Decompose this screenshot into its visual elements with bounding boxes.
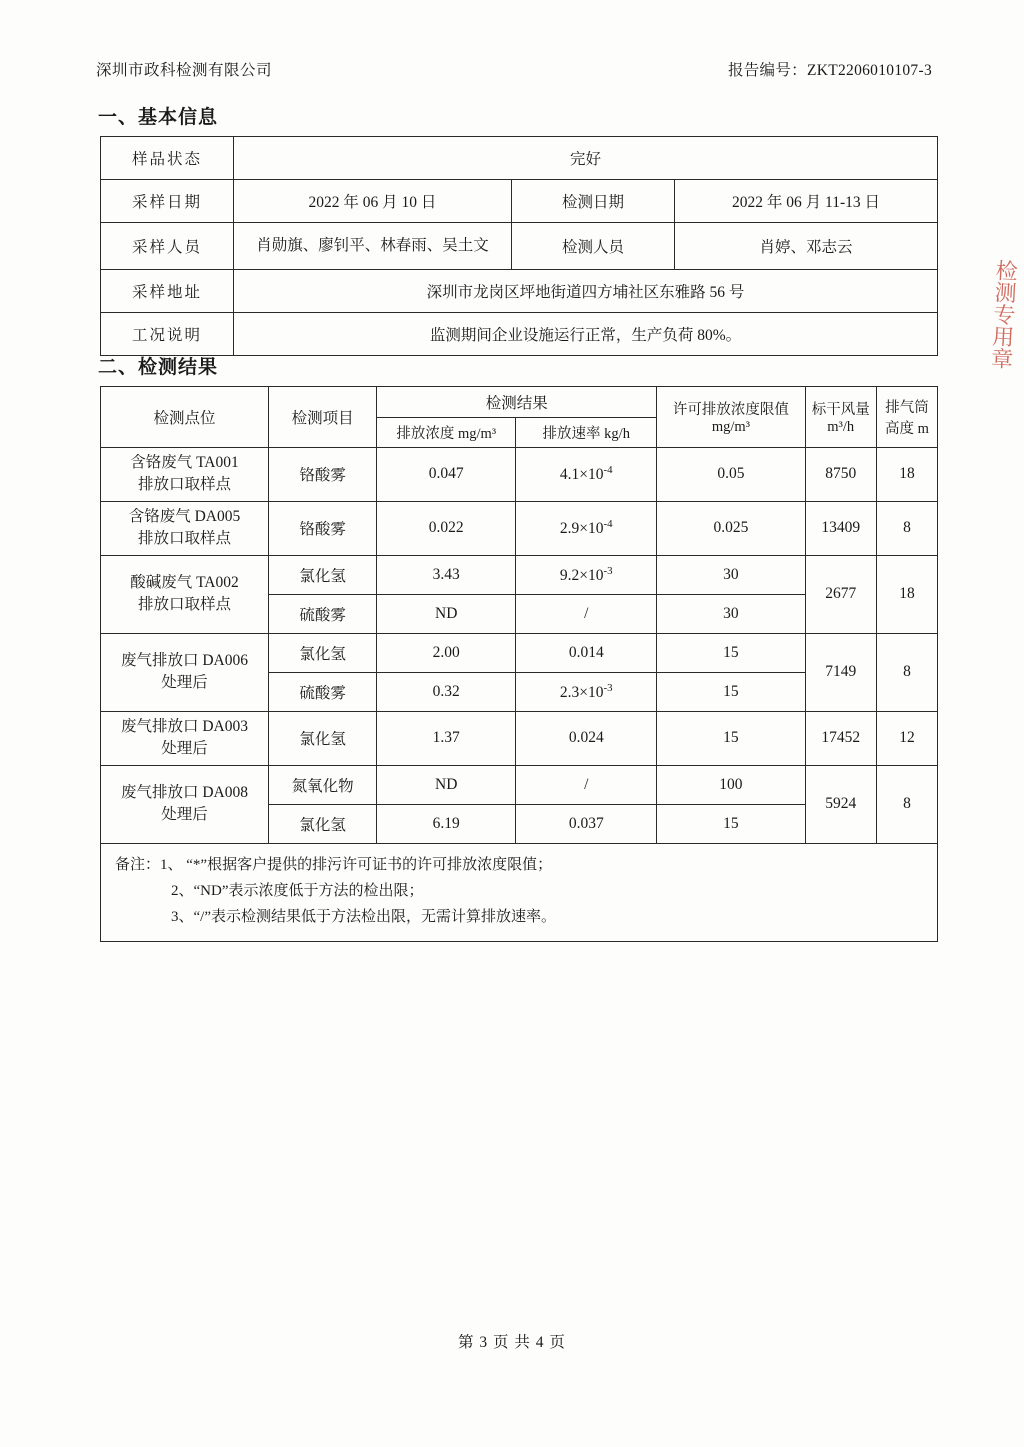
test-date-label: 检测日期 (512, 180, 675, 223)
rate-base: 2.3×10 (559, 683, 604, 701)
page-header (96, 58, 932, 80)
cell-limit: 15 (657, 633, 805, 672)
header-item: 检测项目 (268, 387, 376, 448)
test-date-value: 2022 年 06 月 11-13 日 (675, 180, 938, 223)
point-line-2: 处理后 (161, 806, 208, 824)
cell-limit: 100 (657, 765, 805, 804)
testers-label: 检测人员 (512, 223, 675, 270)
results-table (100, 386, 938, 942)
point-line-1: 含铬废气 DA005 (128, 507, 241, 525)
address-label: 采样地址 (101, 270, 234, 313)
header-flow-text: 标干风量 m³/h (811, 402, 870, 435)
header-height (876, 387, 937, 448)
cell-point (101, 555, 269, 633)
basic-info-table (100, 136, 938, 356)
company-name: 深圳市政科检测有限公司 (96, 62, 273, 79)
note-line-1: 备注：1、 “*”根据客户提供的排污许可证书的许可排放浓度限值； (115, 856, 553, 873)
cell-rate: 0.014 (516, 633, 657, 672)
cell-item: 氯化氢 (268, 804, 376, 843)
cell-stack-height: 12 (876, 711, 937, 765)
table-header-row (101, 387, 938, 418)
condition-value: 监测期间企业设施运行正常，生产负荷 80%。 (234, 313, 938, 356)
table-row (101, 180, 938, 223)
cell-flow: 13409 (805, 501, 876, 555)
samplers-label: 采样人员 (101, 223, 234, 270)
cell-item: 氯化氢 (268, 633, 376, 672)
cell-stack-height: 8 (876, 765, 937, 843)
cell-point (101, 448, 269, 502)
cell-concentration: 3.43 (377, 555, 516, 594)
sample-state-value: 完好 (234, 137, 938, 180)
cell-point (101, 501, 269, 555)
table-row (101, 501, 938, 555)
table-row (101, 555, 938, 594)
header-height-text: 排气筒高度 m (885, 400, 929, 437)
point-line-1: 废气排放口 DA006 (120, 651, 248, 669)
table-row (101, 270, 938, 313)
cell-limit: 30 (657, 555, 805, 594)
point-line-2: 排放口取样点 (137, 596, 231, 614)
cell-flow: 5924 (805, 765, 876, 843)
cell-concentration: ND (377, 765, 516, 804)
samplers-value: 肖勋旗、廖钊平、林春雨、吴土文 (234, 223, 512, 270)
rate-base: 2.9×10 (559, 520, 604, 538)
sample-state-label: 样品状态 (101, 137, 234, 180)
point-line-1: 酸碱废气 TA002 (130, 573, 239, 591)
cell-rate (516, 672, 657, 711)
sampling-date-value: 2022 年 06 月 10 日 (234, 180, 512, 223)
header-point: 检测点位 (101, 387, 269, 448)
cell-rate (516, 555, 657, 594)
header-flow (805, 387, 876, 448)
cell-limit: 30 (657, 594, 805, 633)
cell-limit: 15 (657, 672, 805, 711)
header-conc: 排放浓度 mg/m³ (377, 418, 516, 448)
rate-base: 9.2×10 (559, 566, 604, 584)
cell-stack-height: 18 (876, 555, 937, 633)
sampling-date-label: 采样日期 (101, 180, 234, 223)
header-result-group: 检测结果 (377, 387, 657, 418)
rate-exponent: -3 (603, 681, 613, 694)
cell-flow: 7149 (805, 633, 876, 711)
cell-stack-height: 8 (876, 501, 937, 555)
cell-limit: 15 (657, 711, 805, 765)
cell-item: 硫酸雾 (268, 594, 376, 633)
point-line-1: 废气排放口 DA003 (120, 717, 248, 735)
cell-concentration: 0.047 (377, 448, 516, 502)
section-title-basic-info: 一、基本信息 (98, 107, 219, 128)
page-footer: 第 3 页 共 4 页 (458, 1334, 566, 1351)
cell-rate (516, 448, 657, 502)
cell-item: 氯化氢 (268, 555, 376, 594)
cell-item: 铬酸雾 (268, 501, 376, 555)
point-line-2: 排放口取样点 (137, 476, 231, 494)
cell-item: 硫酸雾 (268, 672, 376, 711)
note-line-2: 2、“ND”表示浓度低于方法的检出限； (171, 883, 424, 900)
cell-point (101, 633, 269, 711)
cell-item: 铬酸雾 (268, 448, 376, 502)
cell-concentration: ND (377, 594, 516, 633)
point-line-1: 含铬废气 TA001 (130, 454, 239, 471)
cell-limit: 15 (657, 804, 805, 843)
table-row (101, 223, 938, 270)
header-rate: 排放速率 kg/h (516, 418, 657, 448)
results-notes (101, 843, 938, 941)
cell-rate: / (516, 765, 657, 804)
cell-concentration: 0.32 (377, 672, 516, 711)
table-row (101, 313, 938, 356)
cell-limit: 0.05 (657, 448, 805, 502)
cell-stack-height: 18 (876, 448, 937, 502)
rate-exponent: -4 (603, 464, 613, 477)
report-number: 报告编号：ZKT2206010107-3 (727, 62, 932, 79)
cell-item: 氯化氢 (268, 711, 376, 765)
cell-limit: 0.025 (657, 501, 805, 555)
table-row (101, 765, 938, 804)
table-row (101, 448, 938, 502)
address-value: 深圳市龙岗区坪地街道四方埔社区东雅路 56 号 (234, 270, 938, 313)
cell-point (101, 711, 269, 765)
company-seal-icon: 检测专用章 (988, 258, 1019, 370)
testers-value: 肖婷、邓志云 (675, 223, 938, 270)
cell-stack-height: 8 (876, 633, 937, 711)
cell-rate: / (516, 594, 657, 633)
cell-item: 氮氧化物 (268, 765, 376, 804)
cell-rate (516, 501, 657, 555)
header-limit (657, 387, 805, 448)
cell-rate: 0.024 (516, 711, 657, 765)
cell-concentration: 6.19 (377, 804, 516, 843)
table-row (101, 137, 938, 180)
cell-concentration: 0.022 (377, 501, 516, 555)
rate-exponent: -3 (603, 564, 613, 577)
cell-flow: 2677 (805, 555, 876, 633)
point-line-2: 处理后 (161, 740, 208, 758)
header-limit-text: 许可排放浓度限值 mg/m³ (672, 402, 789, 435)
cell-concentration: 2.00 (377, 633, 516, 672)
rate-exponent: -4 (603, 518, 613, 531)
note-line-3: 3、“/”表示检测结果低于方法检出限，无需计算排放速率。 (171, 909, 556, 926)
rate-base: 4.1×10 (559, 466, 604, 484)
table-row (101, 711, 938, 765)
point-line-2: 处理后 (161, 674, 208, 692)
point-line-2: 排放口取样点 (137, 530, 231, 548)
cell-concentration: 1.37 (377, 711, 516, 765)
cell-flow: 8750 (805, 448, 876, 502)
cell-flow: 17452 (805, 711, 876, 765)
section-title-results: 二、检测结果 (98, 357, 219, 378)
cell-point (101, 765, 269, 843)
point-line-1: 废气排放口 DA008 (120, 783, 248, 801)
table-row (101, 633, 938, 672)
table-notes-row (101, 843, 938, 941)
condition-label: 工况说明 (101, 313, 234, 356)
cell-rate: 0.037 (516, 804, 657, 843)
